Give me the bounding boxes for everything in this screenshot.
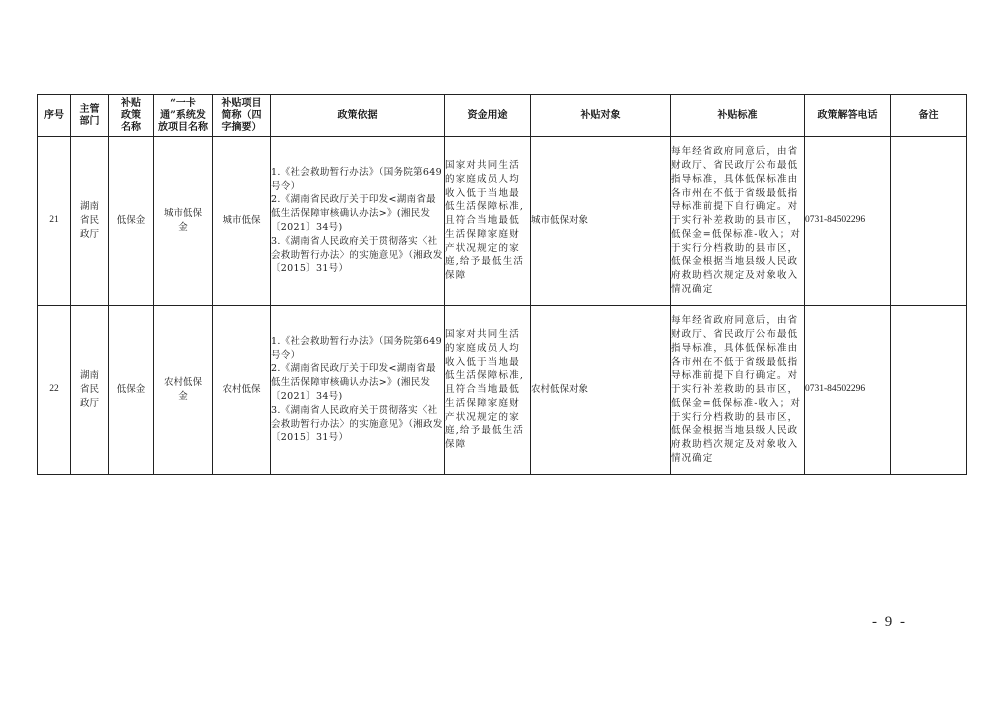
table-row bbox=[38, 306, 967, 475]
cell-standard: 每年经省政府同意后，由省财政厅、省民政厅公布最低指导标准，具体低保标准由各市州在不低于省级最低指导标准前提下自行确定。对于实行补差救助的县市区，低保金=低保标准-收入；对于实行分档救助的县市区，低保金根据当地县级人民政府救助档次规定及对象收入情况确定 bbox=[671, 306, 805, 475]
header-basis: 政策依据 bbox=[271, 95, 445, 137]
subsidy-policy-table bbox=[37, 94, 967, 475]
cell-policy-name: 低保金 bbox=[109, 306, 154, 475]
header-project-abbr: 补贴项目简称（四字摘要） bbox=[213, 95, 271, 137]
basis-item: 3.《湖南省人民政府关于贯彻落实〈社会救助暂行办法〉的实施意见》（湘政发〔2015〕31号） bbox=[271, 235, 443, 275]
basis-item: 2.《湖南省民政厅关于印发<湖南省最低生活保障审核确认办法>》(湘民发〔2021〕34号) bbox=[271, 363, 436, 402]
cell-seq: 21 bbox=[38, 137, 71, 306]
header-subject: 补贴对象 bbox=[531, 95, 671, 137]
cell-subject: 城市低保对象 bbox=[531, 137, 671, 306]
cell-dept: 湖南省民政厅 bbox=[71, 137, 109, 306]
header-note: 备注 bbox=[891, 95, 967, 137]
header-card-project: “一卡通”系统发放项目名称 bbox=[154, 95, 213, 137]
cell-usage: 国家对共同生活的家庭成员人均收入低于当地最低生活保障标准,且符合当地最低生活保障家庭财产状况规定的家庭,给予最低生活保障 bbox=[445, 306, 531, 475]
cell-note bbox=[891, 306, 967, 475]
cell-project-abbr: 城市低保 bbox=[213, 137, 271, 306]
cell-dept: 湖南省民政厅 bbox=[71, 306, 109, 475]
header-usage: 资金用途 bbox=[445, 95, 531, 137]
header-dept: 主管部门 bbox=[71, 95, 109, 137]
cell-card-project: 城市低保金 bbox=[154, 137, 213, 306]
table-header-row bbox=[38, 95, 967, 137]
table-row bbox=[38, 137, 967, 306]
basis-item: 2.《湖南省民政厅关于印发<湖南省最低生活保障审核确认办法>》(湘民发〔2021〕34号) bbox=[271, 194, 436, 233]
header-seq: 序号 bbox=[38, 95, 71, 137]
header-policy-name: 补贴政策名称 bbox=[109, 95, 154, 137]
header-phone: 政策解答电话 bbox=[805, 95, 891, 137]
header-standard: 补贴标准 bbox=[671, 95, 805, 137]
cell-phone: 0731-84502296 bbox=[805, 306, 891, 475]
cell-policy-name: 低保金 bbox=[109, 137, 154, 306]
basis-item: 1.《社会救助暂行办法》（国务院第649号令） bbox=[271, 335, 442, 361]
basis-item: 1.《社会救助暂行办法》（国务院第649号令） bbox=[271, 166, 442, 192]
cell-note bbox=[891, 137, 967, 306]
cell-usage: 国家对共同生活的家庭成员人均收入低于当地最低生活保障标准,且符合当地最低生活保障家庭财产状况规定的家庭,给予最低生活保障 bbox=[445, 137, 531, 306]
cell-project-abbr: 农村低保 bbox=[213, 306, 271, 475]
cell-basis bbox=[271, 137, 445, 306]
cell-card-project: 农村低保金 bbox=[154, 306, 213, 475]
cell-phone: 0731-84502296 bbox=[805, 137, 891, 306]
cell-basis bbox=[271, 306, 445, 475]
cell-seq: 22 bbox=[38, 306, 71, 475]
page-number: - 9 - bbox=[872, 614, 907, 630]
cell-subject: 农村低保对象 bbox=[531, 306, 671, 475]
basis-item: 3.《湖南省人民政府关于贯彻落实〈社会救助暂行办法〉的实施意见》（湘政发〔2015〕31号） bbox=[271, 404, 443, 444]
cell-standard: 每年经省政府同意后，由省财政厅、省民政厅公布最低指导标准，具体低保标准由各市州在不低于省级最低指导标准前提下自行确定。对于实行补差救助的县市区，低保金=低保标准-收入；对于实行分档救助的县市区，低保金根据当地县级人民政府救助档次规定及对象收入情况确定 bbox=[671, 137, 805, 306]
